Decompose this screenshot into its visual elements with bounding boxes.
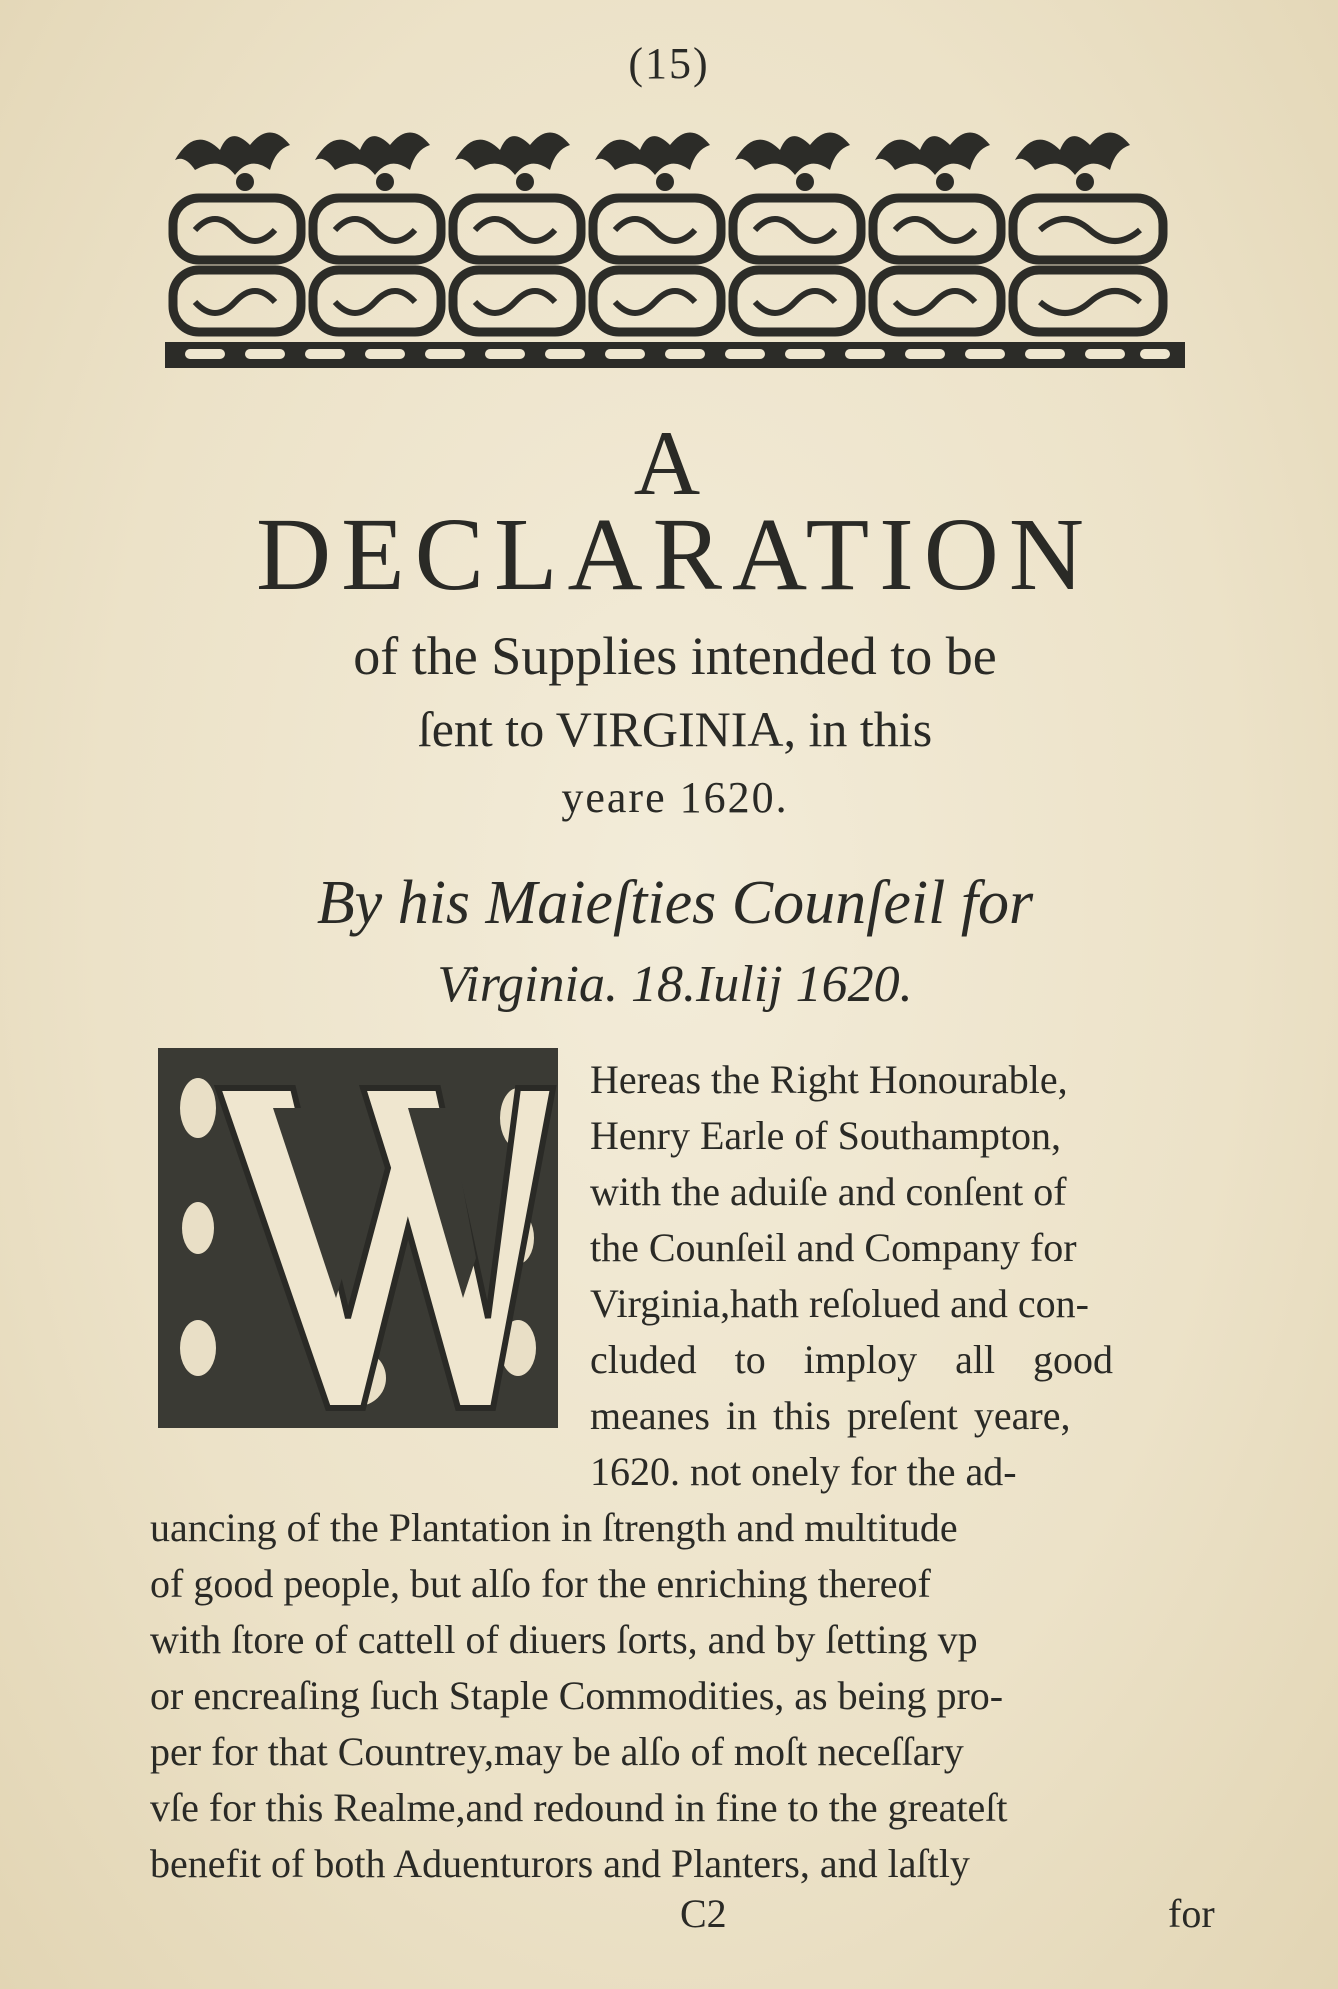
signature-mark: C2 <box>680 1891 727 1936</box>
subtitle-line-2: ſent to VIRGINIA, in this <box>417 701 933 757</box>
headpiece-ornament <box>165 120 1185 375</box>
byline-line-1: By his Maieſties Counſeil for <box>316 869 1034 937</box>
subtitle-line-3: yeare 1620. <box>561 773 789 822</box>
body-line: Henry Earle of Southampton, <box>590 1113 1061 1158</box>
body-line: meanes in this preſent yeare, <box>590 1393 1071 1438</box>
title-article: A <box>633 412 705 514</box>
body-line: or encreaſing ſuch Staple Commodities, as being pro- <box>150 1673 1004 1718</box>
body-line: 1620. not onely for the ad- <box>590 1449 1017 1494</box>
body-line: Virginia,hath reſolued and con- <box>590 1281 1089 1326</box>
body-line: with ſtore of cattell of diuers ſorts, and by ſetting vp <box>150 1617 978 1662</box>
page-title: DECLARATION <box>256 497 1094 612</box>
body-line: Hereas the Right Honourable, <box>590 1057 1068 1102</box>
body-line: per for that Countrey,may be alſo of moſt neceſſary <box>150 1729 964 1774</box>
body-line: the Counſeil and Company for <box>590 1225 1077 1270</box>
subtitle-line-1: of the Supplies intended to be <box>353 626 997 686</box>
body-line: with the aduiſe and conſent of <box>590 1169 1067 1214</box>
body-line: benefit of both Aduenturors and Planters, and laſtly <box>150 1841 970 1886</box>
body-line: uancing of the Plantation in ſtrength and multitude <box>150 1505 958 1550</box>
body-line: of good people, but alſo for the enriching thereof <box>150 1561 931 1606</box>
byline-line-2: Virginia. 18.Iulij 1620. <box>437 956 913 1013</box>
decorated-initial-w <box>158 1048 558 1428</box>
body-line: vſe for this Realme,and redound in fine to the greateſt <box>150 1785 1008 1830</box>
body-line: cluded to imploy all good <box>590 1337 1114 1382</box>
page-number: (15) <box>628 39 710 88</box>
catchword: for <box>1168 1891 1215 1936</box>
page-footer <box>0 1890 1338 1950</box>
